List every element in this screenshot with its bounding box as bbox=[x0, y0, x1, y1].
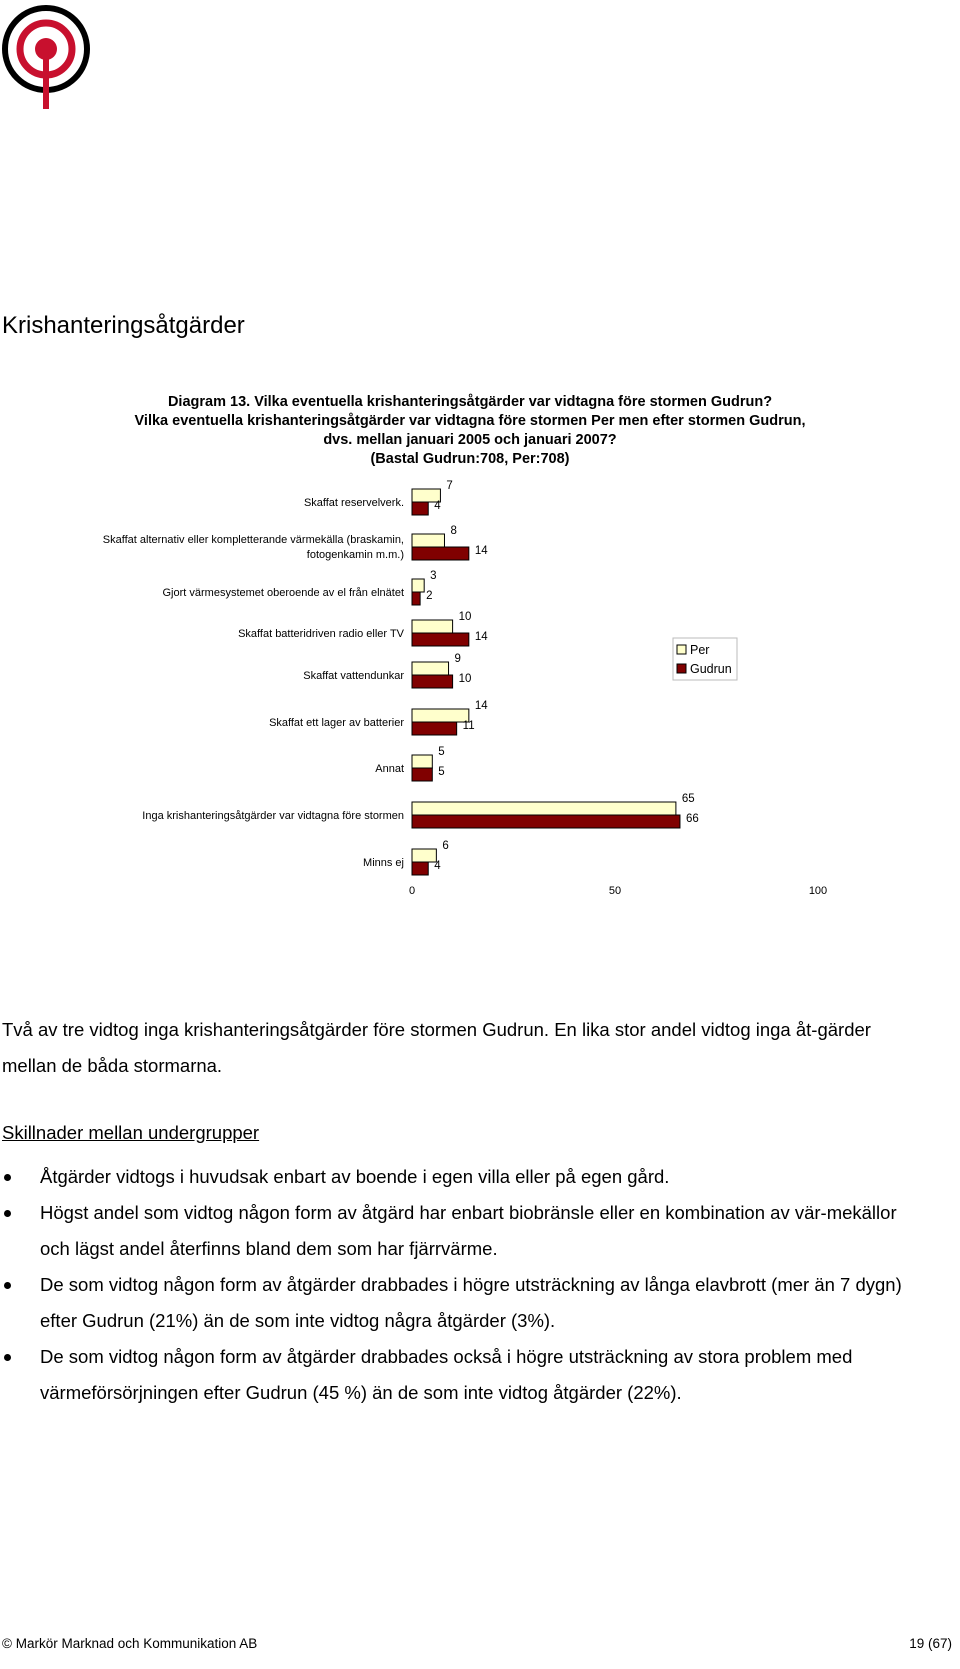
bar-per bbox=[412, 755, 432, 768]
list-item bbox=[0, 1339, 925, 1411]
list-item bbox=[0, 1195, 925, 1267]
list-item bbox=[0, 1267, 925, 1339]
bar-gudrun bbox=[412, 675, 453, 688]
tick-label: 100 bbox=[808, 885, 828, 897]
data-label: 4 bbox=[434, 860, 441, 872]
category-label: Skaffat reservelverk. bbox=[303, 497, 404, 509]
category-label: Annat bbox=[375, 763, 404, 775]
bullet-icon bbox=[4, 1354, 11, 1361]
data-label: 4 bbox=[434, 500, 441, 512]
bar-gudrun bbox=[412, 547, 469, 560]
bar-gudrun bbox=[412, 592, 420, 605]
data-label: 9 bbox=[454, 653, 461, 665]
bar-per bbox=[412, 849, 436, 862]
legend-label: Gudrun bbox=[690, 662, 732, 676]
bullet-text: Högst andel som vidtog någon form av åtgärd har enbart biobränsle eller en kombination av vär-mekällor och lägst andel återfinns bland dem som har fjärrvärme. bbox=[40, 1202, 897, 1259]
bar-per bbox=[412, 802, 676, 815]
tick-label: 50 bbox=[608, 885, 622, 897]
diagram-title-line: (Bastal Gudrun:708, Per:708) bbox=[370, 451, 570, 467]
bullet-text: De som vidtog någon form av åtgärder drabbades i högre utsträckning av långa elavbrott (mer än 7 dygn) efter Gudrun (21%) än de som inte vidtog några åtgärder (3%). bbox=[40, 1274, 902, 1331]
category-label: Minns ej bbox=[363, 857, 404, 869]
bar-gudrun bbox=[412, 768, 432, 781]
footer-page-number: 19 (67) bbox=[909, 1636, 952, 1651]
bar-per bbox=[412, 579, 424, 592]
category-label: Skaffat batteridriven radio eller TV bbox=[238, 628, 404, 640]
page-title: Krishanteringsåtgärder bbox=[2, 312, 245, 339]
data-label: 8 bbox=[450, 525, 457, 537]
data-label: 10 bbox=[458, 611, 472, 623]
legend-label: Per bbox=[690, 643, 710, 657]
category-label: Skaffat alternativ eller kompletterande värmekälla (braskamin, fotogenkamin m.m.) bbox=[102, 534, 404, 561]
diagram-title-line: dvs. mellan januari 2005 och januari 2007? bbox=[323, 432, 617, 448]
footer-copyright: © Markör Marknad och Kommunikation AB bbox=[2, 1636, 258, 1651]
bar-gudrun bbox=[412, 815, 680, 828]
data-label: 5 bbox=[438, 746, 445, 758]
bullet-icon bbox=[4, 1210, 11, 1217]
bar-per bbox=[412, 534, 444, 547]
data-label: 14 bbox=[474, 631, 488, 643]
bullet-text: Åtgärder vidtogs i huvudsak enbart av boende i egen villa eller på egen gård. bbox=[40, 1166, 670, 1187]
data-label: 66 bbox=[685, 813, 699, 825]
bar-gudrun bbox=[412, 502, 428, 515]
data-label: 2 bbox=[426, 590, 433, 602]
category-label: Skaffat ett lager av batterier bbox=[269, 717, 404, 729]
data-label: 10 bbox=[458, 673, 472, 685]
bar-gudrun bbox=[412, 633, 469, 646]
list-item bbox=[0, 1159, 925, 1195]
category-label: Gjort värmesystemet oberoende av el från elnätet bbox=[162, 587, 404, 599]
bullet-icon bbox=[4, 1282, 11, 1289]
diagram-title bbox=[90, 393, 850, 469]
legend-swatch-gudrun bbox=[677, 664, 686, 673]
data-label: 7 bbox=[446, 480, 453, 492]
summary-paragraph: Två av tre vidtog inga krishanteringsåtgärder före stormen Gudrun. En lika stor andel vidtog inga åt-gärder mellan de båda stormarna. bbox=[2, 1019, 871, 1076]
data-label: 5 bbox=[438, 766, 445, 778]
bar-per bbox=[412, 620, 453, 633]
bar-gudrun bbox=[412, 722, 457, 735]
bar-gudrun bbox=[412, 862, 428, 875]
data-label: 11 bbox=[462, 720, 475, 732]
subgroup-heading: Skillnader mellan undergrupper bbox=[2, 1122, 260, 1143]
bar-per bbox=[412, 662, 449, 675]
category-label: Skaffat vattendunkar bbox=[303, 670, 404, 682]
bullet-icon bbox=[4, 1174, 11, 1181]
data-label: 14 bbox=[474, 545, 488, 557]
tick-label: 0 bbox=[408, 885, 416, 897]
diagram-title-line: Diagram 13. Vilka eventuella krishanteringsåtgärder var vidtagna före stormen Gudrun? bbox=[167, 394, 773, 410]
legend-swatch-per bbox=[677, 645, 686, 654]
bar-per bbox=[412, 709, 469, 722]
data-label: 14 bbox=[474, 700, 488, 712]
data-label: 6 bbox=[442, 840, 449, 852]
diagram-title-line: Vilka eventuella krishanteringsåtgärder var vidtagna före stormen Per men efter stormen Gudrun, bbox=[134, 413, 806, 429]
data-label: 65 bbox=[681, 793, 695, 805]
bar-chart bbox=[0, 480, 960, 900]
bullet-list bbox=[0, 1159, 925, 1411]
bullet-text: De som vidtog någon form av åtgärder drabbades också i högre utsträckning av stora problem med värmeförsörjningen efter Gudrun (45 %) än de som inte vidtog åtgärder (22%). bbox=[40, 1346, 853, 1403]
target-logo-icon bbox=[2, 2, 94, 112]
data-label: 3 bbox=[430, 570, 437, 582]
category-label: Inga krishanteringsåtgärder var vidtagna före stormen bbox=[142, 810, 404, 822]
